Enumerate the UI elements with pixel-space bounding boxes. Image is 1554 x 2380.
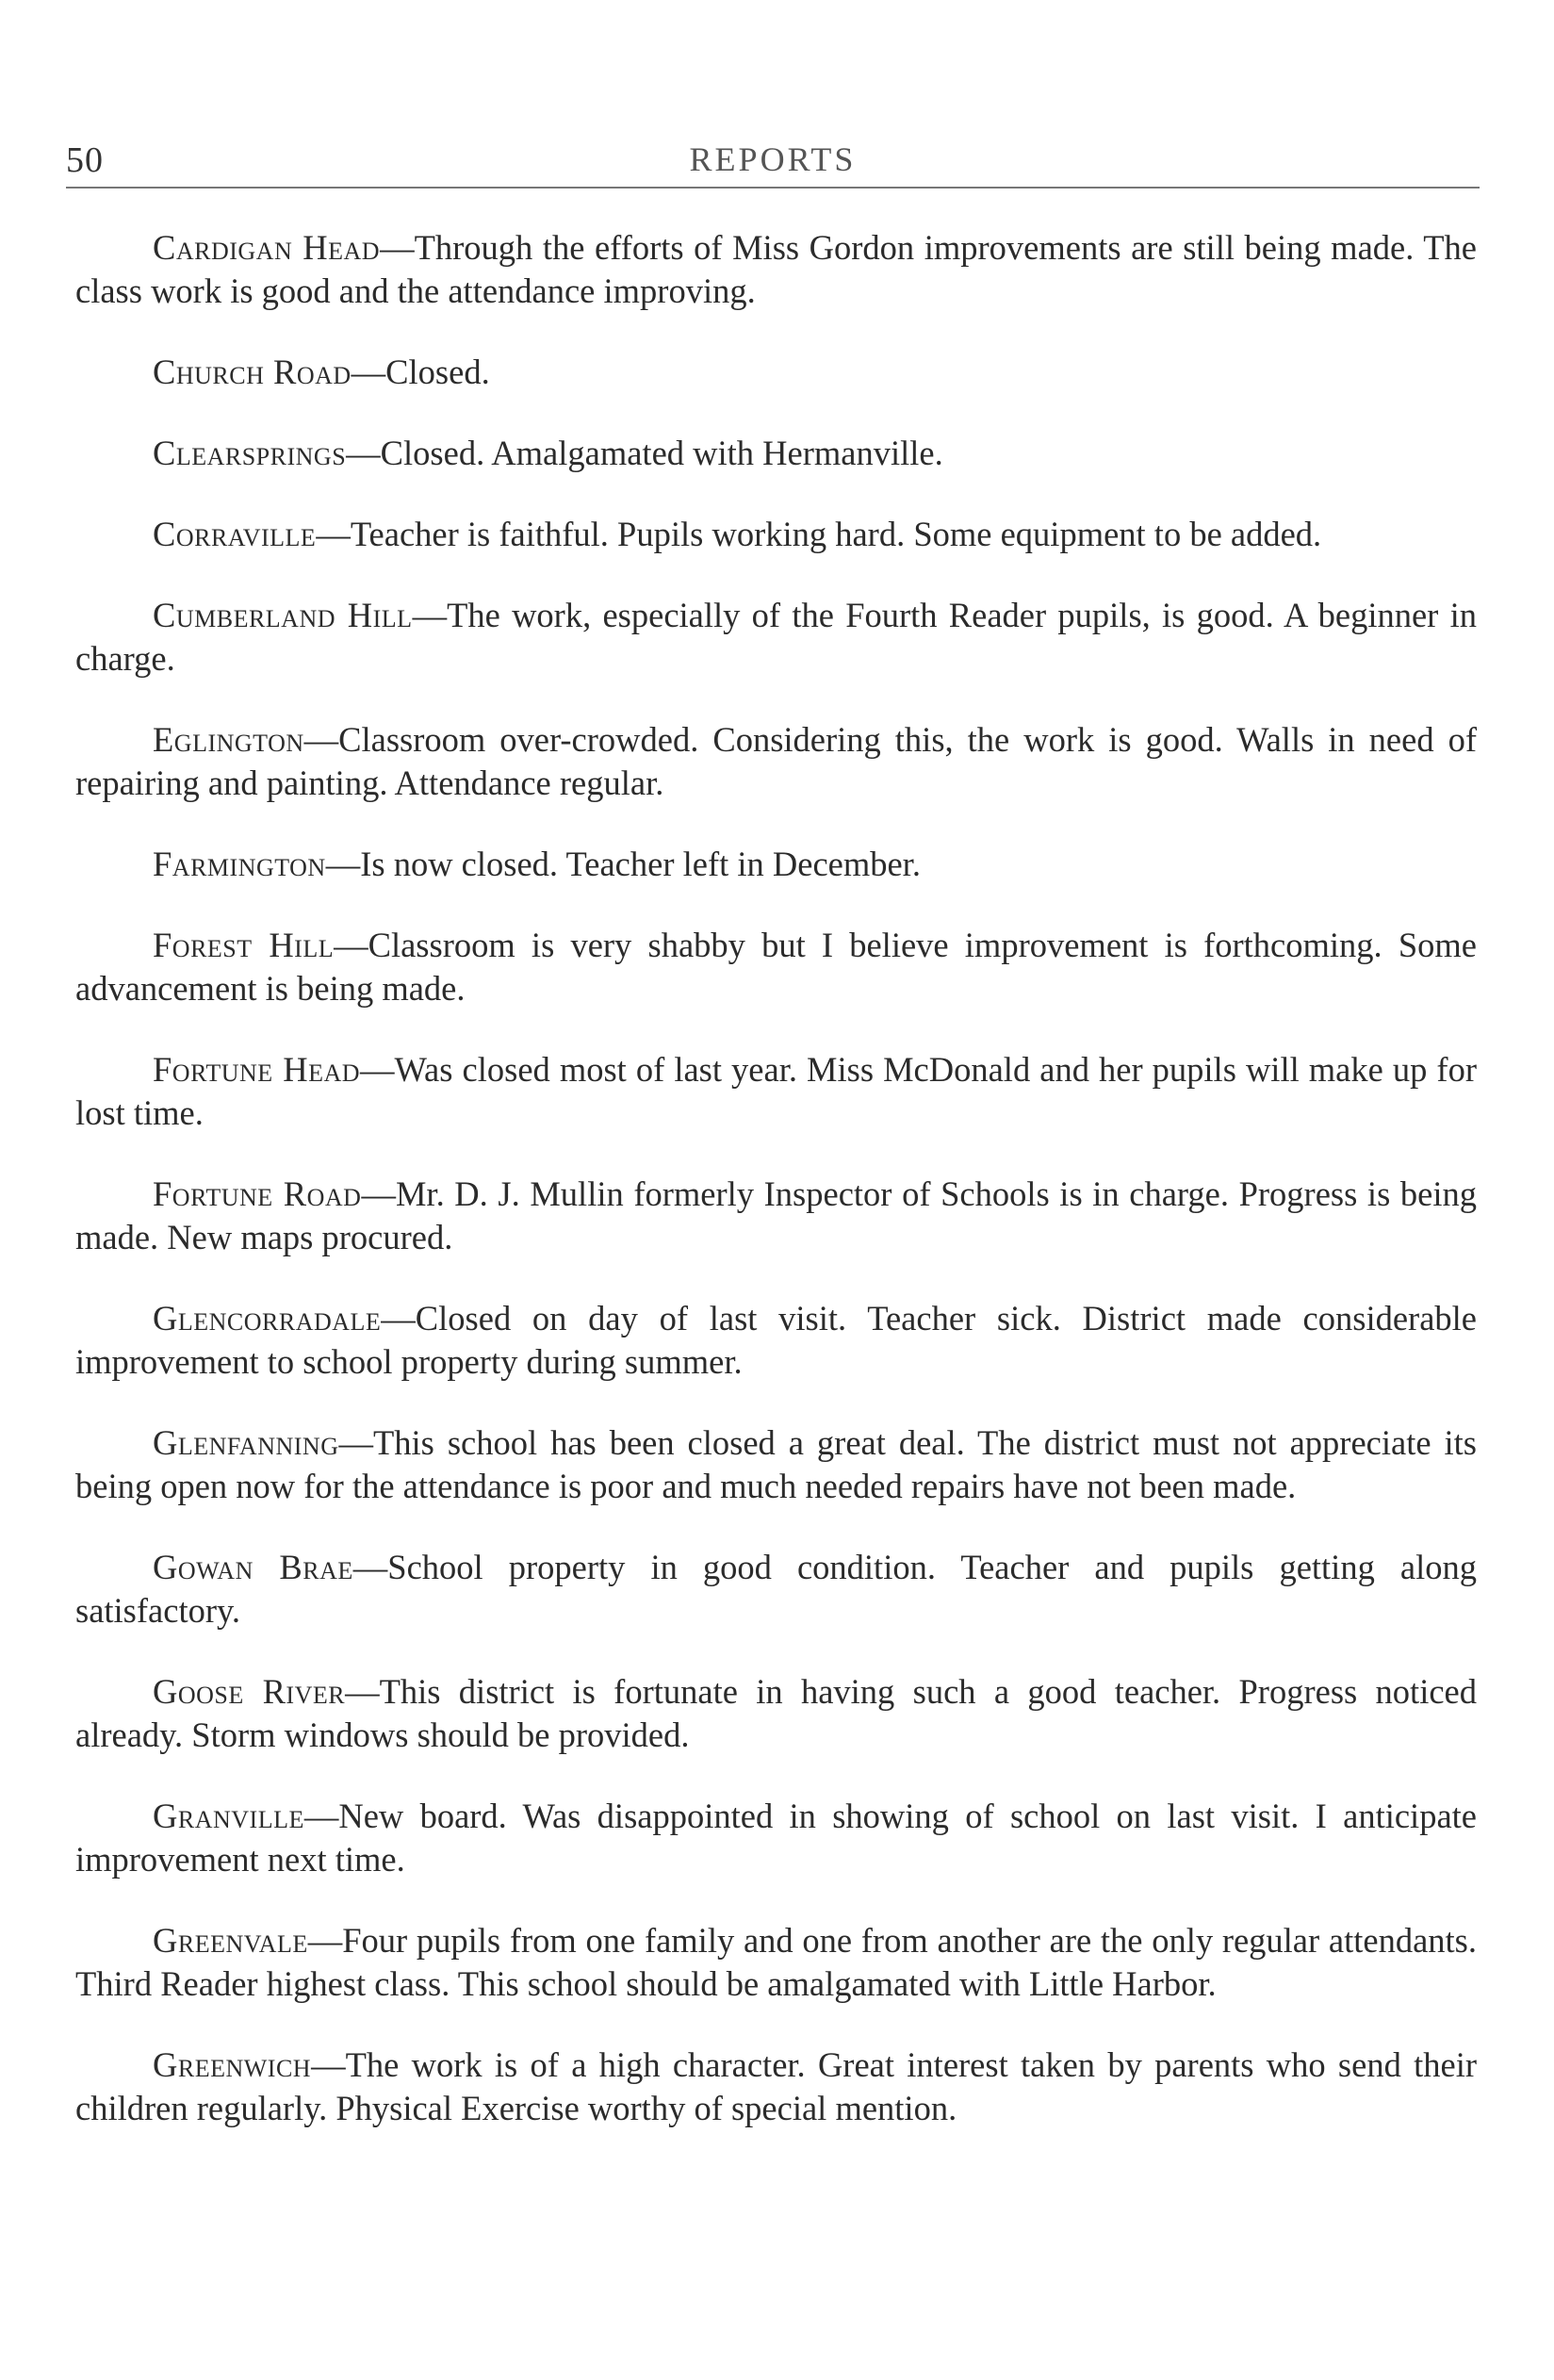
header-rule <box>66 187 1480 189</box>
school-report: Closed. <box>385 353 490 391</box>
school-report: New board. Was disappointed in showing of school on last visit. I anticipate improvement next time. <box>75 1797 1477 1879</box>
school-name: Goose River <box>153 1672 346 1711</box>
school-report: The work, especially of the Fourth Reader pupils, is good. A beginner in charge. <box>75 596 1477 678</box>
school-entry: Gowan Brae—School property in good condition. Teacher and pupils getting along satisfactory. <box>75 1548 1477 1630</box>
school-report: School property in good condition. Teacher and pupils getting along satisfactory. <box>75 1548 1477 1630</box>
page-header <box>66 128 1480 194</box>
running-title: REPORTS <box>689 140 857 178</box>
school-report: Was closed most of last year. Miss McDonald and her pupils will make up for lost time. <box>75 1050 1477 1132</box>
school-name: Cumberland Hill <box>153 596 413 634</box>
school-name: Fortune Road <box>153 1174 362 1213</box>
school-entry: Glencorradale—Closed on day of last visit. Teacher sick. District made considerable improvement to school property during summer. <box>75 1299 1477 1381</box>
school-entry: Glenfanning—This school has been closed a great deal. The district must not appreciate its being open now for the attendance is poor and much needed repairs have not been made. <box>75 1423 1477 1505</box>
school-name: Farmington <box>153 845 326 883</box>
school-entry: Clearsprings—Closed. Amalgamated with Hermanville. <box>153 434 943 472</box>
school-report: Closed. Amalgamated with Hermanville. <box>380 434 943 472</box>
school-report: Four pupils from one family and one from another are the only regular attendants. Third Reader highest class. This school should be amalgamated with Little Harbor. <box>75 1921 1477 2003</box>
report-body <box>75 226 1477 2168</box>
school-entry: Eglington—Classroom over-crowded. Considering this, the work is good. Walls in need of repairing and painting. Attendance regular. <box>75 720 1477 802</box>
school-name: Glenfanning <box>153 1423 339 1462</box>
school-name: Eglington <box>153 720 304 759</box>
school-report: Closed on day of last visit. Teacher sick. District made considerable improvement to school property during summer. <box>75 1299 1477 1381</box>
school-report: This district is fortunate in having such a good teacher. Progress noticed already. Storm windows should be provided. <box>75 1672 1477 1754</box>
school-name: Gowan Brae <box>153 1548 353 1586</box>
school-name: Church Road <box>153 353 352 391</box>
school-report: Is now closed. Teacher left in December. <box>360 845 921 883</box>
page-number: 50 <box>66 140 104 180</box>
school-entry: Fortune Head—Was closed most of last year. Miss McDonald and her pupils will make up for lost time. <box>75 1050 1477 1132</box>
school-report: Through the efforts of Miss Gordon improvements are still being made. The class work is good and the attendance improving. <box>75 228 1477 310</box>
school-name: Forest Hill <box>153 926 335 964</box>
school-name: Cardigan Head <box>153 228 381 267</box>
school-name: Granville <box>153 1797 304 1835</box>
school-entry: Church Road—Closed. <box>153 353 490 391</box>
school-name: Corraville <box>153 515 317 553</box>
school-entry: Corraville—Teacher is faithful. Pupils working hard. Some equipment to be added. <box>153 515 1322 553</box>
school-entry: Farmington—Is now closed. Teacher left in December. <box>153 845 921 883</box>
school-entry: Fortune Road—Mr. D. J. Mullin formerly Inspector of Schools is in charge. Progress is being made. New maps procured. <box>75 1174 1477 1256</box>
school-name: Glencorradale <box>153 1299 382 1338</box>
school-entry: Granville—New board. Was disappointed in showing of school on last visit. I anticipate improvement next time. <box>75 1797 1477 1879</box>
school-entry: Goose River—This district is fortunate in having such a good teacher. Progress noticed already. Storm windows should be provided. <box>75 1672 1477 1754</box>
school-name: Clearsprings <box>153 434 347 472</box>
school-report: Classroom is very shabby but I believe improvement is forthcoming. Some advancement is being made. <box>75 926 1477 1008</box>
school-name: Greenvale <box>153 1921 308 1960</box>
school-name: Greenwich <box>153 2045 312 2084</box>
school-name: Fortune Head <box>153 1050 361 1089</box>
school-report: Teacher is faithful. Pupils working hard. Some equipment to be added. <box>350 515 1322 553</box>
school-report: This school has been closed a great deal. The district must not appreciate its being open now for the attendance is poor and much needed repairs have not been made. <box>75 1423 1477 1505</box>
school-report: Mr. D. J. Mullin formerly Inspector of Schools is in charge. Progress is being made. New maps procured. <box>75 1174 1477 1256</box>
school-report: Classroom over-crowded. Considering this, the work is good. Walls in need of repairing and painting. Attendance regular. <box>75 720 1477 802</box>
school-report: The work is of a high character. Great interest taken by parents who send their children regularly. Physical Exercise worthy of special mention. <box>75 2045 1477 2127</box>
school-entry: Forest Hill—Classroom is very shabby but I believe improvement is forthcoming. Some advancement is being made. <box>75 926 1477 1008</box>
school-entry: Cardigan Head—Through the efforts of Miss Gordon improvements are still being made. The class work is good and the attendance improving. <box>75 228 1477 310</box>
school-entry: Greenwich—The work is of a high character. Great interest taken by parents who send their children regularly. Physical Exercise worthy of special mention. <box>75 2045 1477 2127</box>
school-entry: Greenvale—Four pupils from one family and one from another are the only regular attendants. Third Reader highest class. This school should be amalgamated with Little Harbor. <box>75 1921 1477 2003</box>
school-entry: Cumberland Hill—The work, especially of the Fourth Reader pupils, is good. A beginner in charge. <box>75 596 1477 678</box>
